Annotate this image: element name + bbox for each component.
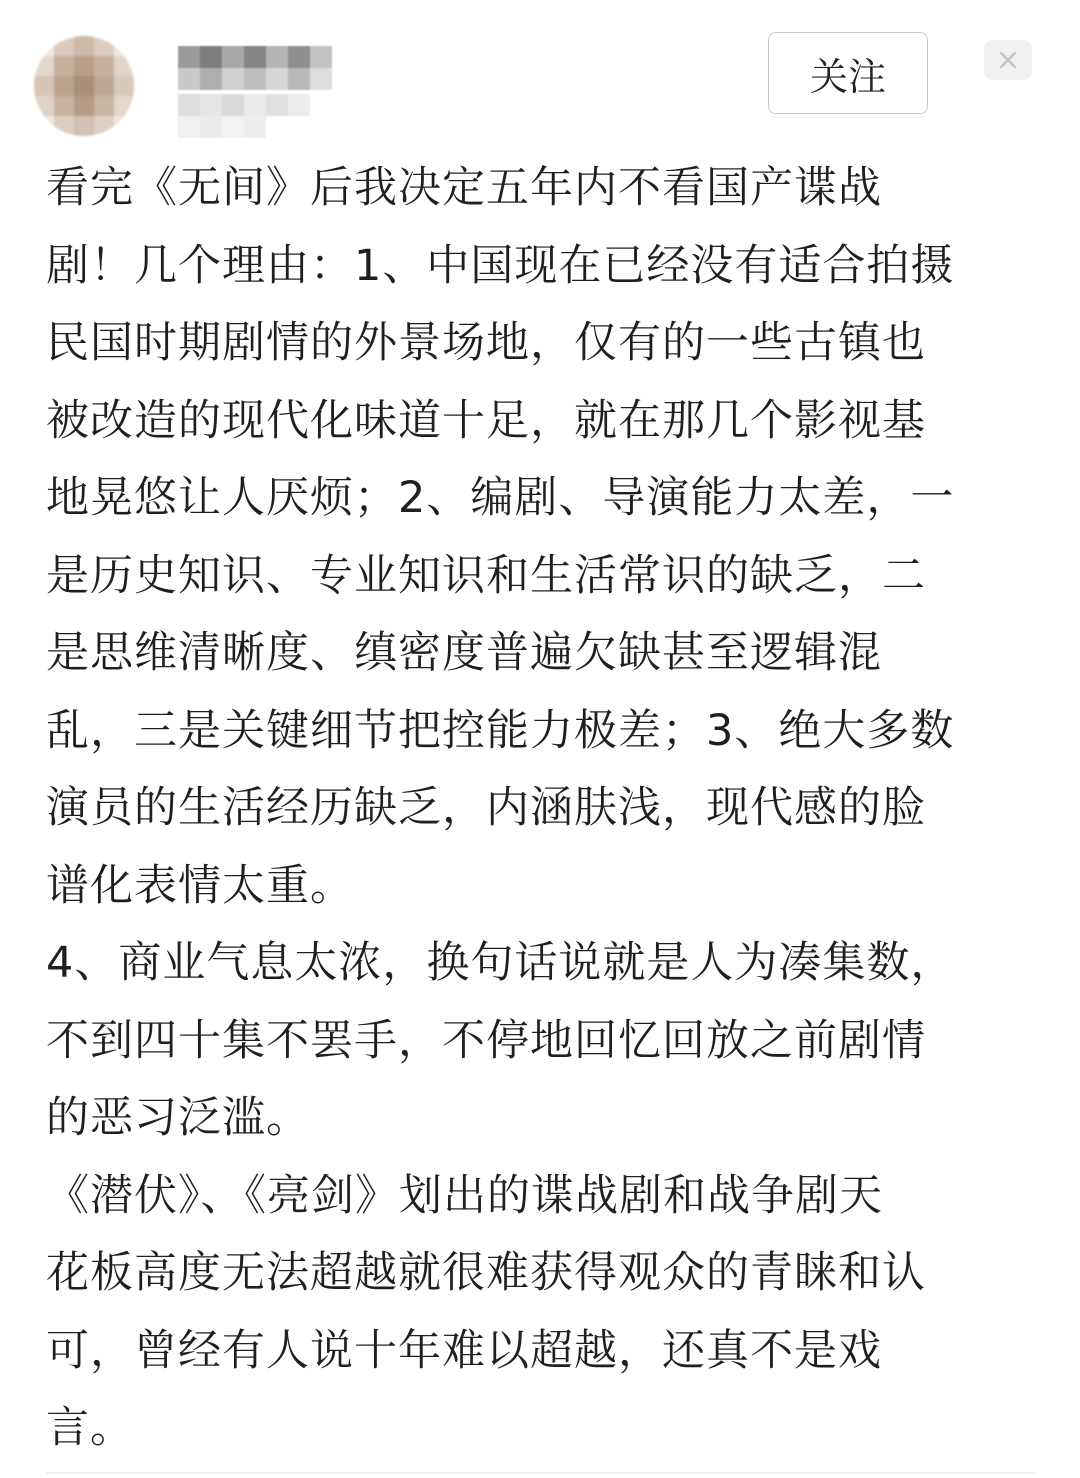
post-paragraph-1: 看完《无间》后我决定五年内不看国产谍战 剧！几个理由：1、中国现在已经没有适合拍摄 民国时期剧情的外景场地，仅有的一些古镇也 被改造的现代化味道十足，就在那几个影视基 地晃悠让人厌烦；2、编剧、导演能力太差，一 是历史知识、专业知识和生活常识的缺乏，二 是思维清晰度、缜密度普遍欠缺甚至逻辑混 乱，三是关键细节把控能力极差；3、绝大多数 演员的生活经历缺乏，内涵肤浅，现代感的脸 谱化表情太重。 (46, 163, 955, 911)
post-header (0, 0, 1080, 150)
close-icon-glyph (998, 50, 1018, 70)
follow-button-label: 关注 (809, 54, 886, 99)
avatar[interactable] (34, 36, 134, 136)
close-icon[interactable] (984, 40, 1032, 80)
divider (46, 1472, 1036, 1474)
post-paragraph-3: 《潜伏》、《亮剑》划出的谍战剧和战争剧天 花板高度无法超越就很难获得观众的青睐和认 可，曾经有人说十年难以超越，还真不是戏 言。 (46, 1170, 926, 1453)
post-paragraph-2: 4、商业气息太浓，换句话说就是人为凑集数， 不到四十集不罢手，不停地回忆回放之前剧情 的恶习泛滥。 (46, 938, 955, 1143)
post-body (46, 150, 1046, 1468)
username-blurred[interactable] (178, 44, 348, 134)
follow-button[interactable] (768, 32, 928, 114)
